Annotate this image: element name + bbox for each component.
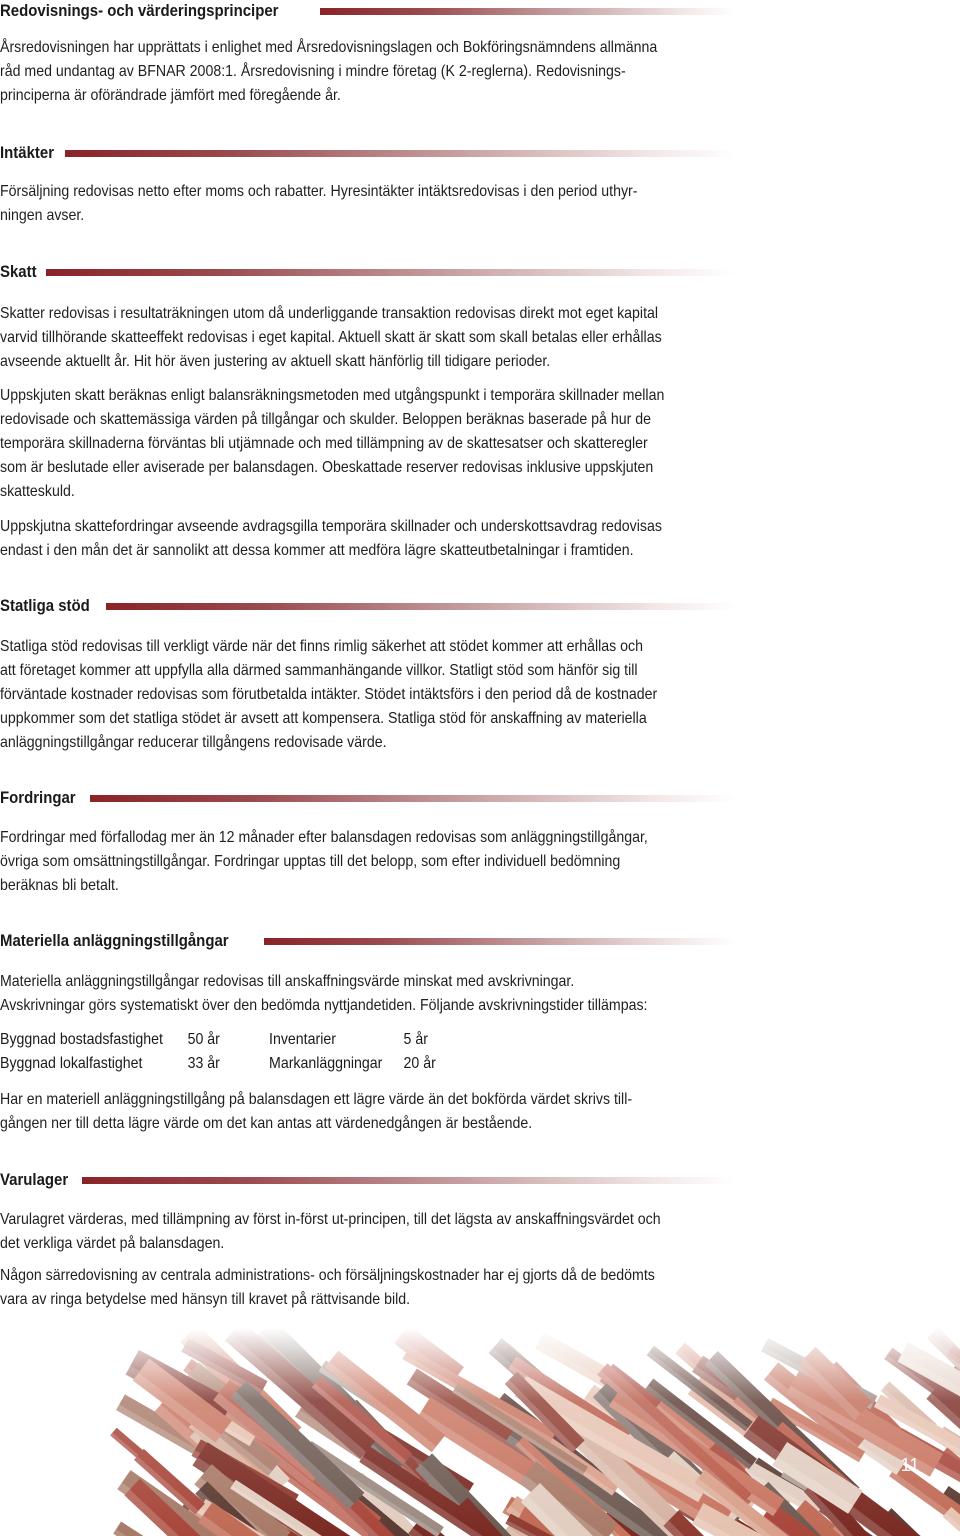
section-heading: Materiella anläggningstillgångar: [0, 931, 229, 950]
text-line: skatteskuld.: [0, 483, 75, 500]
text-line: Någon särredovisning av centrala administrations- och försäljningskostnader har ej gjorts då de bedömts: [0, 1267, 655, 1284]
text-line: avseende aktuellt år. Hit hör även justering av aktuell skatt hänförlig till tidigare perioder.: [0, 353, 551, 370]
text-line: endast i den mån det är sannolikt att dessa kommer att medföra lägre skatteutbetalningar i framtiden.: [0, 542, 634, 559]
section-heading-row: [0, 261, 735, 283]
text-line: ningen avser.: [0, 207, 85, 224]
depreciation-table: [0, 1028, 600, 1076]
page-number: 11: [900, 1455, 920, 1475]
heading-rule: [82, 1177, 736, 1184]
table-cell: Markanläggningar: [269, 1055, 383, 1072]
text-line: Statliga stöd redovisas till verkligt värde när det finns rimlig säkerhet att stödet kommer att erhållas och: [0, 638, 643, 655]
section-varulager: [0, 1169, 735, 1191]
section-heading-row: [0, 0, 735, 22]
paragraph-intakter: [0, 180, 830, 228]
section-heading: Fordringar: [0, 788, 76, 807]
text-line: förväntade kostnader redovisas som förutbetalda intäkter. Stödet intäktsförs i den period då de kostnader: [0, 686, 658, 703]
paragraph-statliga: [0, 635, 830, 755]
section-heading-row: [0, 930, 735, 952]
text-line: gången ner till detta lägre värde om det kan antas att värdenedgången är bestående.: [0, 1115, 533, 1132]
paragraph-skatt-1: [0, 302, 830, 374]
text-line: Uppskjutna skattefordringar avseende avdragsgilla temporära skillnader och underskottsavdrag redovisas: [0, 518, 662, 535]
heading-rule: [46, 269, 735, 276]
table-cell: 50 år: [187, 1031, 220, 1048]
section-heading-row: [0, 1169, 735, 1191]
text-line: att företaget kommer att uppfylla alla därmed sammanhängande villkor. Statligt stöd som hänför sig till: [0, 662, 638, 679]
paragraph-materiella-1: [0, 970, 830, 1018]
text-line: Fordringar med förfallodag mer än 12 månader efter balansdagen redovisas som anläggningstillgångar,: [0, 829, 648, 846]
table-cell: 5 år: [403, 1031, 428, 1048]
heading-rule: [106, 603, 735, 610]
text-line: Uppskjuten skatt beräknas enligt balansräkningsmetoden med utgångspunkt i temporära skillnader mellan: [0, 387, 665, 404]
text-line: anläggningstillgångar reducerar tillgångens redovisade värde.: [0, 734, 387, 751]
text-line: beräknas bli betalt.: [0, 877, 119, 894]
heading-rule: [320, 8, 735, 15]
text-line: temporära skillnaderna förväntas bli utjämnade och med tillämpning av de skattesatser och skatteregler: [0, 435, 648, 452]
text-line: varvid tillhörande skatteeffekt redovisas i eget kapital. Aktuell skatt är skatt som skall betalas eller erhållas: [0, 329, 662, 346]
section-heading: Intäkter: [0, 143, 55, 162]
paragraph-materiella-2: [0, 1088, 830, 1136]
section-heading-row: [0, 595, 735, 617]
heading-rule: [90, 795, 735, 802]
table-cell: Byggnad bostadsfastighet: [0, 1031, 163, 1048]
paragraph-varulager-2: [0, 1264, 830, 1312]
section-heading-row: [0, 142, 735, 164]
table-cell: Inventarier: [269, 1031, 336, 1048]
text-line: Materiella anläggningstillgångar redovisas till anskaffningsvärde minskat med avskrivningar.: [0, 973, 575, 990]
text-line: redovisade och skattemässiga värden på tillgångar och skulder. Beloppen beräknas baserade på hur de: [0, 411, 652, 428]
table-cell: Byggnad lokalfastighet: [0, 1055, 143, 1072]
paragraph-fordringar: [0, 826, 830, 898]
decorative-bars-image: [0, 1328, 960, 1536]
table-cell: 33 år: [187, 1055, 220, 1072]
paragraph-redovisning: [0, 36, 830, 108]
section-heading: Skatt: [0, 262, 37, 281]
section-skatt: [0, 261, 735, 283]
text-line: principerna är oförändrade jämfört med föregående år.: [0, 87, 341, 104]
section-materiella: [0, 930, 735, 952]
section-heading: Redovisnings- och värderingsprinciper: [0, 1, 279, 20]
section-intakter: [0, 142, 735, 164]
section-fordringar: [0, 787, 735, 809]
text-line: vara av ringa betydelse med hänsyn till kravet på rättvisande bild.: [0, 1291, 411, 1308]
paragraph-skatt-2: [0, 384, 830, 504]
text-line: som är beslutade eller aviserade per balansdagen. Obeskattade reserver redovisas inklusive uppskjuten: [0, 459, 654, 476]
paragraph-skatt-3: [0, 515, 830, 563]
text-line: Årsredovisningen har upprättats i enlighet med Årsredovisningslagen och Bokföringsnämndens allmänna: [0, 39, 658, 56]
heading-rule: [264, 938, 735, 945]
paragraph-varulager-1: [0, 1208, 830, 1256]
table-row: [0, 1028, 531, 1052]
heading-rule: [65, 150, 735, 157]
text-line: övriga som omsättningstillgångar. Fordringar upptas till det belopp, som efter individuell bedömning: [0, 853, 621, 870]
text-line: Har en materiell anläggningstillgång på balansdagen ett lägre värde än det bokförda värdet skrivs till-: [0, 1091, 633, 1108]
section-statliga-stod: [0, 595, 735, 617]
section-heading-row: [0, 787, 735, 809]
table-row: [0, 1052, 531, 1076]
text-line: Skatter redovisas i resultaträkningen utom då underliggande transaktion redovisas direkt mot eget kapital: [0, 305, 659, 322]
text-line: det verkliga värdet på balansdagen.: [0, 1235, 225, 1252]
text-line: uppkommer som det statliga stödet är avsett att kompensera. Statliga stöd för anskaffning av materiella: [0, 710, 647, 727]
text-line: Försäljning redovisas netto efter moms och rabatter. Hyresintäkter intäktsredovisas i den period uthyr-: [0, 183, 638, 200]
text-line: Varulagret värderas, med tillämpning av först in-först ut-principen, till det lägsta av anskaffningsvärdet och: [0, 1211, 661, 1228]
section-heading: Statliga stöd: [0, 596, 90, 615]
text-line: råd med undantag av BFNAR 2008:1. Årsredovisning i mindre företag (K 2-reglerna). Redovisnings-: [0, 63, 626, 80]
text-line: Avskrivningar görs systematiskt över den bedömda nyttjandetiden. Följande avskrivningstider tillämpas:: [0, 997, 648, 1014]
section-redovisningsprinciper: [0, 0, 735, 22]
table-cell: 20 år: [403, 1055, 436, 1072]
section-heading: Varulager: [0, 1170, 69, 1189]
